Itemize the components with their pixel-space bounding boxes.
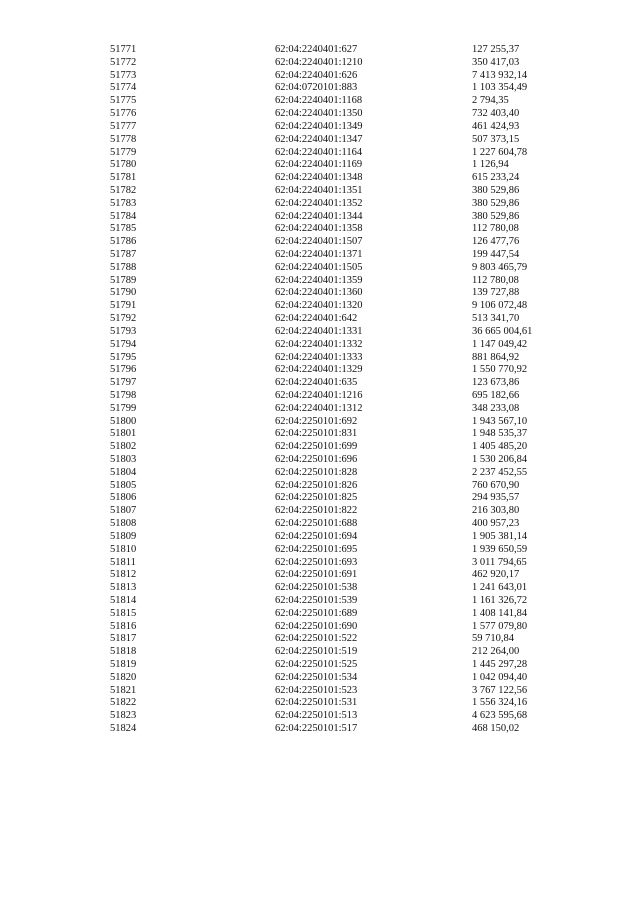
cadastral-number-cell: 62:04:2240401:1351 [275, 184, 363, 196]
row-number-cell: 51796 [110, 364, 137, 376]
row-number-cell: 51824 [110, 723, 137, 735]
row-number-cell: 51811 [110, 556, 136, 568]
cadastral-number-cell: 62:04:2250101:822 [275, 505, 358, 517]
table-body [110, 44, 580, 736]
cadastral-number-cell: 62:04:2240401:1505 [275, 261, 363, 273]
table-row [110, 518, 580, 531]
row-number-cell: 51799 [110, 402, 137, 414]
cadastral-value-cell: 380 529,86 [472, 197, 520, 209]
table-row [110, 633, 580, 646]
cadastral-value-cell: 1 556 324,16 [472, 697, 528, 709]
table-row [110, 172, 580, 185]
row-number-cell: 51817 [110, 633, 137, 645]
cadastral-value-cell: 1 530 206,84 [472, 454, 528, 465]
row-number-cell: 51787 [110, 249, 137, 260]
row-number-cell: 51809 [110, 530, 137, 542]
cadastral-value-cell: 881 864,92 [472, 351, 520, 363]
table-row [110, 428, 580, 441]
table-row [110, 390, 580, 403]
table-row [110, 211, 580, 224]
row-number-cell: 51812 [110, 569, 137, 581]
table-row [110, 685, 580, 698]
row-number-cell: 51774 [110, 82, 137, 94]
table-row [110, 198, 580, 211]
cadastral-value-cell: 139 727,88 [472, 287, 520, 299]
row-number-cell: 51800 [110, 415, 137, 427]
row-number-cell: 51792 [110, 313, 137, 325]
cadastral-number-cell: 62:04:2240401:1352 [275, 197, 363, 209]
cadastral-value-cell: 9 106 072,48 [472, 300, 528, 312]
row-number-cell: 51823 [110, 710, 137, 722]
cadastral-value-cell: 294 935,57 [472, 492, 520, 504]
row-number-cell: 51778 [110, 133, 137, 145]
table-row [110, 108, 580, 121]
row-number-cell: 51772 [110, 56, 137, 68]
cadastral-number-cell: 62:04:2250101:539 [275, 594, 358, 606]
cadastral-value-cell: 3 011 794,65 [472, 556, 527, 568]
cadastral-value-cell: 127 255,37 [472, 44, 520, 55]
cadastral-number-cell: 62:04:2240401:1210 [275, 56, 363, 68]
table-row [110, 44, 580, 57]
table-row [110, 287, 580, 300]
row-number-cell: 51822 [110, 697, 137, 709]
table-row [110, 95, 580, 108]
table-row [110, 505, 580, 518]
cadastral-number-cell: 62:04:2240401:626 [275, 69, 358, 81]
cadastral-value-cell: 380 529,86 [472, 210, 520, 222]
cadastral-number-cell: 62:04:2250101:692 [275, 415, 358, 427]
cadastral-value-cell: 462 920,17 [472, 569, 520, 581]
cadastral-value-cell: 1 147 049,42 [472, 338, 528, 350]
table-row [110, 608, 580, 621]
cadastral-value-cell: 513 341,70 [472, 313, 520, 325]
cadastral-value-cell: 1 405 485,20 [472, 441, 528, 453]
row-number-cell: 51810 [110, 543, 137, 555]
cadastral-number-cell: 62:04:2250101:522 [275, 633, 358, 645]
cadastral-value-cell: 507 373,15 [472, 133, 520, 145]
cadastral-value-cell: 212 264,00 [472, 646, 520, 658]
cadastral-number-cell: 62:04:2240401:635 [275, 377, 358, 389]
table-row [110, 467, 580, 480]
cadastral-number-cell: 62:04:2240401:1358 [275, 223, 363, 235]
row-number-cell: 51780 [110, 159, 137, 171]
cadastral-value-cell: 3 767 122,56 [472, 684, 528, 696]
table-row [110, 70, 580, 83]
cadastral-number-cell: 62:04:2250101:519 [275, 646, 358, 658]
cadastral-number-cell: 62:04:2240401:1320 [275, 300, 363, 312]
table-row [110, 147, 580, 160]
cadastral-number-cell: 62:04:2240401:1350 [275, 108, 363, 120]
cadastral-value-cell: 9 803 465,79 [472, 261, 528, 273]
cadastral-value-cell: 2 237 452,55 [472, 466, 528, 478]
cadastral-number-cell: 62:04:2250101:826 [275, 479, 358, 491]
row-number-cell: 51814 [110, 594, 137, 606]
cadastral-number-cell: 62:04:2250101:694 [275, 530, 358, 542]
cadastral-value-cell: 615 233,24 [472, 172, 520, 184]
table-row [110, 313, 580, 326]
cadastral-value-cell: 1 939 650,59 [472, 543, 528, 555]
row-number-cell: 51808 [110, 518, 137, 530]
cadastral-value-cell: 112 780,08 [472, 223, 519, 235]
cadastral-number-cell: 62:04:2250101:689 [275, 607, 358, 619]
cadastral-value-cell: 461 424,93 [472, 120, 520, 132]
cadastral-number-cell: 62:04:2250101:693 [275, 556, 358, 568]
table-row [110, 621, 580, 634]
row-number-cell: 51786 [110, 236, 137, 248]
table-row [110, 697, 580, 710]
row-number-cell: 51779 [110, 146, 137, 158]
cadastral-value-cell: 1 408 141,84 [472, 607, 528, 619]
row-number-cell: 51794 [110, 338, 137, 350]
table-row [110, 159, 580, 172]
cadastral-number-cell: 62:04:2250101:513 [275, 710, 358, 722]
cadastral-number-cell: 62:04:2240401:642 [275, 313, 358, 325]
cadastral-value-cell: 1 550 770,92 [472, 364, 528, 376]
table-row [110, 326, 580, 339]
row-number-cell: 51804 [110, 466, 137, 478]
cadastral-value-cell: 760 670,90 [472, 479, 520, 491]
row-number-cell: 51815 [110, 607, 137, 619]
cadastral-number-cell: 62:04:2240401:627 [275, 44, 358, 55]
table-row [110, 646, 580, 659]
cadastral-value-cell: 1 577 079,80 [472, 620, 528, 632]
table-row [110, 121, 580, 134]
cadastral-number-cell: 62:04:2250101:690 [275, 620, 358, 632]
cadastral-number-cell: 62:04:2250101:828 [275, 466, 358, 478]
cadastral-number-cell: 62:04:2240401:1344 [275, 210, 363, 222]
cadastral-number-cell: 62:04:2250101:831 [275, 428, 358, 440]
row-number-cell: 51784 [110, 210, 137, 222]
table-row [110, 300, 580, 313]
cadastral-number-cell: 62:04:2240401:1168 [275, 95, 363, 107]
cadastral-value-cell: 380 529,86 [472, 184, 520, 196]
cadastral-value-cell: 59 710,84 [472, 633, 514, 645]
table-row [110, 249, 580, 262]
cadastral-value-cell: 126 477,76 [472, 236, 520, 248]
table-row [110, 480, 580, 493]
cadastral-number-cell: 62:04:2240401:1332 [275, 338, 363, 350]
table-row [110, 82, 580, 95]
row-number-cell: 51807 [110, 505, 137, 517]
table-row [110, 352, 580, 365]
cadastral-number-cell: 62:04:2250101:696 [275, 454, 358, 465]
row-number-cell: 51813 [110, 582, 137, 594]
row-number-cell: 51801 [110, 428, 137, 440]
cadastral-number-cell: 62:04:2240401:1348 [275, 172, 363, 184]
cadastral-value-cell: 123 673,86 [472, 377, 520, 389]
cadastral-value-cell: 216 303,80 [472, 505, 520, 517]
row-number-cell: 51771 [110, 44, 137, 55]
cadastral-number-cell: 62:04:2240401:1371 [275, 249, 363, 260]
cadastral-number-cell: 62:04:2250101:517 [275, 723, 358, 735]
cadastral-value-cell: 1 161 326,72 [472, 594, 528, 606]
cadastral-value-cell: 112 780,08 [472, 274, 519, 286]
row-number-cell: 51777 [110, 120, 137, 132]
cadastral-value-cell: 732 403,40 [472, 108, 520, 120]
cadastral-value-cell: 1 943 567,10 [472, 415, 528, 427]
table-row [110, 339, 580, 352]
cadastral-value-table [110, 44, 580, 736]
table-row [110, 544, 580, 557]
row-number-cell: 51816 [110, 620, 137, 632]
cadastral-number-cell: 62:04:2250101:825 [275, 492, 358, 504]
cadastral-number-cell: 62:04:2240401:1360 [275, 287, 363, 299]
cadastral-value-cell: 695 182,66 [472, 389, 520, 401]
row-number-cell: 51788 [110, 261, 137, 273]
row-number-cell: 51782 [110, 184, 137, 196]
cadastral-value-cell: 1 126,94 [472, 159, 509, 171]
row-number-cell: 51821 [110, 684, 137, 696]
cadastral-number-cell: 62:04:2250101:699 [275, 441, 358, 453]
cadastral-number-cell: 62:04:2250101:525 [275, 659, 358, 670]
table-row [110, 557, 580, 570]
row-number-cell: 51802 [110, 441, 137, 453]
row-number-cell: 51805 [110, 479, 137, 491]
table-row [110, 595, 580, 608]
row-number-cell: 51820 [110, 671, 137, 683]
table-row [110, 185, 580, 198]
table-row [110, 403, 580, 416]
row-number-cell: 51776 [110, 108, 137, 120]
cadastral-number-cell: 62:04:0720101:883 [275, 82, 358, 94]
cadastral-value-cell: 4 623 595,68 [472, 710, 528, 722]
cadastral-number-cell: 62:04:2240401:1164 [275, 146, 363, 158]
table-row [110, 710, 580, 723]
row-number-cell: 51790 [110, 287, 137, 299]
cadastral-number-cell: 62:04:2250101:695 [275, 543, 358, 555]
cadastral-number-cell: 62:04:2240401:1507 [275, 236, 363, 248]
row-number-cell: 51818 [110, 646, 137, 658]
cadastral-number-cell: 62:04:2240401:1169 [275, 159, 363, 171]
cadastral-value-cell: 350 417,03 [472, 56, 520, 68]
cadastral-value-cell: 1 905 381,14 [472, 530, 528, 542]
table-row [110, 454, 580, 467]
row-number-cell: 51781 [110, 172, 137, 184]
row-number-cell: 51795 [110, 351, 137, 363]
cadastral-value-cell: 1 227 604,78 [472, 146, 528, 158]
table-row [110, 223, 580, 236]
row-number-cell: 51775 [110, 95, 137, 107]
row-number-cell: 51783 [110, 197, 137, 209]
cadastral-number-cell: 62:04:2240401:1333 [275, 351, 363, 363]
row-number-cell: 51819 [110, 659, 137, 670]
row-number-cell: 51791 [110, 300, 137, 312]
table-row [110, 441, 580, 454]
row-number-cell: 51803 [110, 454, 137, 465]
cadastral-number-cell: 62:04:2240401:1312 [275, 402, 363, 414]
row-number-cell: 51797 [110, 377, 137, 389]
cadastral-number-cell: 62:04:2250101:531 [275, 697, 358, 709]
row-number-cell: 51798 [110, 389, 137, 401]
cadastral-value-cell: 1 241 643,01 [472, 582, 528, 594]
cadastral-value-cell: 2 794,35 [472, 95, 509, 107]
table-row [110, 659, 580, 672]
row-number-cell: 51773 [110, 69, 137, 81]
cadastral-value-cell: 468 150,02 [472, 723, 520, 735]
table-row [110, 275, 580, 288]
table-row [110, 531, 580, 544]
row-number-cell: 51789 [110, 274, 137, 286]
cadastral-number-cell: 62:04:2240401:1359 [275, 274, 363, 286]
cadastral-value-cell: 1 042 094,40 [472, 671, 528, 683]
table-row [110, 723, 580, 736]
table-row [110, 582, 580, 595]
row-number-cell: 51806 [110, 492, 137, 504]
cadastral-number-cell: 62:04:2240401:1349 [275, 120, 363, 132]
cadastral-number-cell: 62:04:2250101:691 [275, 569, 358, 581]
cadastral-value-cell: 1 948 535,37 [472, 428, 528, 440]
table-row [110, 236, 580, 249]
table-row [110, 262, 580, 275]
table-row [110, 416, 580, 429]
row-number-cell: 51793 [110, 325, 137, 337]
table-row [110, 134, 580, 147]
table-row [110, 57, 580, 70]
cadastral-number-cell: 62:04:2240401:1216 [275, 389, 363, 401]
cadastral-number-cell: 62:04:2250101:538 [275, 582, 358, 594]
table-row [110, 364, 580, 377]
cadastral-value-cell: 400 957,23 [472, 518, 520, 530]
table-row [110, 672, 580, 685]
cadastral-number-cell: 62:04:2240401:1329 [275, 364, 363, 376]
cadastral-number-cell: 62:04:2240401:1347 [275, 133, 363, 145]
cadastral-value-cell: 348 233,08 [472, 402, 520, 414]
cadastral-number-cell: 62:04:2250101:688 [275, 518, 358, 530]
cadastral-value-cell: 1 445 297,28 [472, 659, 528, 670]
table-row [110, 377, 580, 390]
cadastral-value-cell: 1 103 354,49 [472, 82, 528, 94]
table-row [110, 492, 580, 505]
row-number-cell: 51785 [110, 223, 137, 235]
cadastral-number-cell: 62:04:2250101:534 [275, 671, 358, 683]
table-row [110, 569, 580, 582]
cadastral-value-cell: 199 447,54 [472, 249, 520, 260]
cadastral-value-cell: 7 413 932,14 [472, 69, 528, 81]
cadastral-value-cell: 36 665 004,61 [472, 325, 533, 337]
cadastral-number-cell: 62:04:2240401:1331 [275, 325, 363, 337]
cadastral-number-cell: 62:04:2250101:523 [275, 684, 358, 696]
